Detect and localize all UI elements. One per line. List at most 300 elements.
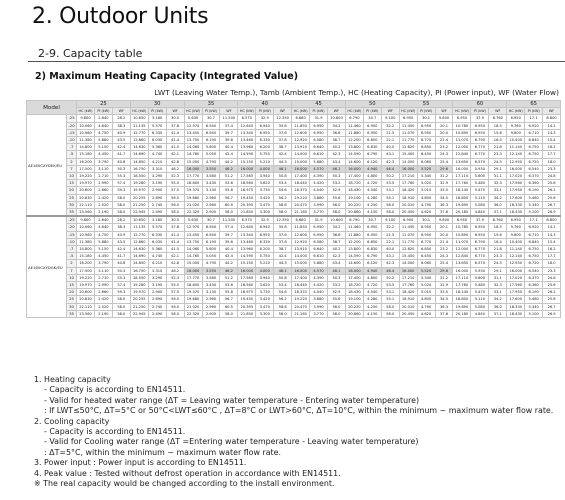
value-cell: 2.420 (94, 296, 112, 303)
value-cell: 5.480 (471, 180, 489, 187)
value-cell: 59.3 (112, 289, 130, 296)
value-cell: 25.6 (543, 282, 561, 289)
sub-header: HC (kW) (132, 109, 147, 114)
value-cell: 19.220 (77, 173, 95, 180)
value-cell: 5.880 (310, 260, 328, 267)
value-cell: 6.950 (310, 231, 328, 238)
value-cell: 52.3 (166, 274, 184, 281)
value-cell: 19.100 (345, 296, 363, 303)
value-cell: 36.0 (489, 303, 507, 310)
value-cell: 44.3 (274, 260, 292, 267)
table-row (27, 274, 561, 281)
value-cell: 15.180 (77, 253, 95, 260)
value-cell: 6.790 (471, 137, 489, 144)
value-cell: 17.7 (543, 151, 561, 158)
tamb-cell: 15 (67, 180, 77, 187)
value-cell: 55.8 (220, 289, 238, 296)
value-cell: 16.4 (489, 238, 507, 245)
tamb-cell: -25 (68, 115, 75, 121)
value-cell: 16.2 (543, 246, 561, 253)
value-cell: 53.6 (220, 180, 238, 187)
value-cell: 26.7 (543, 303, 561, 310)
value-cell: 40.8 (112, 260, 130, 267)
value-cell: 31.1 (489, 274, 507, 281)
value-cell: 14.3 (543, 231, 561, 238)
value-cell: 16.000 (345, 267, 363, 274)
value-cell: 42.3 (381, 158, 399, 165)
value-cell: 20.255 (130, 194, 148, 201)
value-cell: 17.760 (399, 180, 417, 187)
value-cell: 10.890 (453, 129, 471, 136)
value-cell: 24.5 (489, 260, 507, 267)
table-row (27, 194, 561, 201)
value-cell: 15.4 (543, 238, 561, 245)
value-cell: 12.640 (238, 224, 256, 231)
value-cell: 4.390 (310, 173, 328, 180)
value-cell: 6.950 (256, 231, 274, 238)
value-cell: 4.840 (471, 310, 489, 317)
value-cell: 40.4 (220, 144, 238, 151)
value-cell: 29.1 (489, 267, 507, 274)
value-cell: 3.730 (256, 187, 274, 194)
value-cell: 16.750 (130, 165, 148, 172)
value-cell: 58.0 (166, 209, 184, 217)
value-cell: 3.110 (94, 165, 112, 172)
table-row (27, 209, 561, 217)
value-cell: 20.0 (435, 129, 453, 136)
value-cell: 20.860 (345, 209, 363, 217)
value-cell: 33.5 (435, 289, 453, 296)
value-cell: 44.2 (220, 260, 238, 267)
value-cell: 14.3 (543, 129, 561, 136)
value-cell: 13.460 (238, 137, 256, 144)
value-cell: 18.420 (399, 289, 417, 296)
value-cell: 52.9 (327, 289, 345, 296)
value-cell: 6.770 (471, 246, 489, 253)
value-cell: 19.680 (184, 296, 202, 303)
value-cell: 3.730 (256, 289, 274, 296)
value-cell: 16.200 (77, 158, 95, 165)
value-cell: 18.0 (543, 158, 561, 165)
value-cell: 5.880 (310, 158, 328, 165)
lwt-header-60: 60 (453, 101, 507, 108)
sub-header: PI (kW) (417, 108, 435, 115)
value-cell: 3.550 (202, 267, 220, 274)
value-cell: 21.020 (184, 201, 202, 208)
value-cell: 8.800 (543, 216, 561, 224)
value-cell: 17.400 (345, 173, 363, 180)
value-cell: 11.135 (130, 122, 148, 129)
value-cell: 5.480 (471, 282, 489, 289)
value-cell: 9.800 (77, 115, 95, 122)
value-cell: 6.940 (202, 129, 220, 136)
value-cell: 6.940 (256, 224, 274, 231)
sub-header: HC (kW) (454, 109, 469, 114)
value-cell: 17.210 (399, 173, 417, 180)
value-cell: 11.770 (399, 137, 417, 144)
value-cell: 17.110 (453, 274, 471, 281)
value-cell: 6.330 (256, 137, 274, 144)
value-cell: 10.780 (453, 224, 471, 231)
value-cell: 9.800 (507, 129, 525, 136)
value-cell: 37.1 (489, 209, 507, 217)
value-cell: 19.220 (292, 194, 310, 201)
value-cell: 30.1 (417, 115, 435, 122)
value-cell: 42.4 (274, 253, 292, 260)
value-cell: 13.800 (345, 144, 363, 151)
value-cell: 14.600 (345, 158, 363, 165)
value-cell: 11.140 (507, 246, 525, 253)
table-row (27, 289, 561, 296)
value-cell: 20.010 (399, 201, 417, 208)
value-cell: 15.400 (399, 151, 417, 158)
value-cell: 9.760 (507, 224, 525, 231)
value-cell: 37.8 (166, 122, 184, 129)
tamb-cell: 30 (67, 303, 77, 310)
value-cell: 43.5 (112, 238, 130, 245)
tamb-cell: -15 (68, 129, 75, 135)
value-cell: 3.420 (256, 194, 274, 201)
value-cell: 5.210 (256, 158, 274, 165)
value-cell: 6.570 (238, 216, 256, 224)
value-cell: 2.490 (148, 310, 166, 317)
value-cell: 2.900 (202, 209, 220, 217)
value-cell: 5.150 (94, 144, 112, 151)
value-cell: 41.7 (112, 253, 130, 260)
value-cell: 44.2 (220, 158, 238, 165)
value-cell: 3.110 (94, 267, 112, 274)
value-cell: 6.720 (525, 158, 543, 165)
subsection-title: 2-9. Capacity table (38, 47, 143, 60)
value-cell: 5.360 (148, 246, 166, 253)
value-cell: 5.570 (148, 122, 166, 129)
value-cell: 4.390 (310, 274, 328, 281)
value-cell: 2.490 (148, 209, 166, 217)
value-cell: 4.940 (363, 267, 381, 274)
value-cell: 41.4 (166, 238, 184, 245)
value-cell: 42.3 (327, 253, 345, 260)
value-cell: 10.600 (327, 115, 345, 122)
value-cell: 23.560 (77, 310, 95, 317)
value-cell: 11.500 (220, 216, 238, 224)
value-cell: 4.800 (363, 173, 381, 180)
lwt-header-50: 50 (345, 101, 399, 108)
value-cell: 30.7 (363, 115, 381, 122)
value-cell: 15.180 (77, 151, 95, 158)
value-cell: 18.600 (184, 282, 202, 289)
value-cell: 6.060 (417, 158, 435, 165)
value-cell: 12.350 (274, 115, 292, 122)
table-row (27, 296, 561, 303)
value-cell: 17.1 (525, 216, 543, 224)
value-cell: 56.0 (166, 201, 184, 208)
value-cell: 10.980 (77, 129, 95, 136)
value-cell: 58.0 (112, 194, 130, 201)
value-cell: 6.950 (363, 224, 381, 231)
value-cell: 18.910 (399, 296, 417, 303)
model-name: AE160CXYDEK/EU (27, 115, 67, 216)
value-cell: 6.950 (507, 216, 525, 224)
value-cell: 11.460 (345, 224, 363, 231)
value-cell: 6.580 (310, 238, 328, 245)
sub-header: PI (kW) (202, 108, 220, 115)
value-cell: 56.0 (327, 201, 345, 208)
value-cell: 13.340 (238, 231, 256, 238)
note-line: ※ The real capacity would be changed according to the install environment. (34, 479, 335, 489)
value-cell: 2.960 (202, 303, 220, 310)
value-cell: 6.580 (310, 137, 328, 144)
value-cell: 58.6 (274, 303, 292, 310)
value-cell: 6.710 (525, 129, 543, 136)
note-line: - Valid for heated water range (ΔT = Leaving water temperature - Entering water temperature) (44, 395, 420, 405)
value-cell: 14.000 (399, 260, 417, 267)
value-cell: 6.370 (525, 274, 543, 281)
value-cell: 58.0 (220, 209, 238, 217)
value-cell: 20.220 (345, 303, 363, 310)
value-cell: 41.4 (166, 129, 184, 136)
abbreviation-legend: LWT (Leaving Water Temp.), Tamb (Ambient Temp.), HC (Heating Capacity), PI (Power input), WF (Water Flow) (154, 88, 559, 97)
value-cell: 4.740 (148, 253, 166, 260)
value-cell: 4.280 (363, 194, 381, 201)
value-cell: 14.2 (543, 122, 561, 129)
value-cell: 25.6 (543, 180, 561, 187)
value-cell: 6.750 (525, 151, 543, 158)
value-cell: 6.720 (525, 260, 543, 267)
value-cell: 26.2 (543, 187, 561, 194)
value-cell: 18.910 (399, 194, 417, 201)
value-cell: 13.910 (292, 144, 310, 151)
value-cell: 5.630 (184, 216, 202, 224)
value-cell: 5.100 (525, 209, 543, 217)
value-cell: 23.3 (543, 267, 561, 274)
value-cell: 54.6 (274, 187, 292, 194)
value-cell: 5.100 (525, 310, 543, 317)
value-cell: 2.900 (148, 289, 166, 296)
value-cell: 31.2 (435, 173, 453, 180)
value-cell: 18.430 (507, 310, 525, 317)
value-cell: 58.0 (112, 209, 130, 217)
value-cell: 42.4 (220, 151, 238, 158)
value-cell: 9.800 (435, 216, 453, 224)
value-cell: 6.950 (417, 224, 435, 231)
value-cell: 4.540 (363, 187, 381, 194)
value-cell: 12.140 (507, 151, 525, 158)
value-cell: 18.430 (507, 209, 525, 217)
sub-header: PI (kW) (471, 108, 489, 115)
value-cell: 30.5 (166, 216, 184, 224)
value-cell: 6.950 (471, 224, 489, 231)
value-cell: 10.600 (327, 216, 345, 224)
value-cell: 16.000 (399, 267, 417, 274)
value-cell: 37.4 (220, 224, 238, 231)
value-cell: 5.750 (256, 253, 274, 260)
value-cell: 18.140 (453, 187, 471, 194)
tamb-cell: 10 (67, 274, 77, 281)
value-cell: 5.600 (202, 144, 220, 151)
value-cell: 42.4 (112, 144, 130, 151)
value-cell: 4.150 (363, 310, 381, 317)
value-cell: 3.880 (310, 194, 328, 201)
value-cell: 17.600 (507, 194, 525, 201)
value-cell: 17.760 (399, 282, 417, 289)
value-cell: 15.6 (489, 231, 507, 238)
value-cell: 2.690 (148, 194, 166, 201)
value-cell: 58.0 (274, 209, 292, 217)
value-cell: 6.680 (292, 115, 310, 122)
value-cell: 15.150 (238, 158, 256, 165)
value-cell: 4.000 (256, 165, 274, 172)
value-cell: 18.800 (453, 296, 471, 303)
value-cell: 16.000 (238, 267, 256, 274)
value-cell: 4.620 (417, 209, 435, 217)
value-cell: 18.550 (130, 173, 148, 180)
value-cell: 46.1 (274, 165, 292, 172)
value-cell: 34.5 (435, 296, 453, 303)
value-cell: 6.850 (363, 238, 381, 245)
value-cell: 6.950 (363, 129, 381, 136)
value-cell: 5.080 (471, 201, 489, 208)
value-cell: 4.280 (363, 296, 381, 303)
value-cell: 19.450 (238, 296, 256, 303)
value-cell: 60.5 (220, 201, 238, 208)
value-cell: 4.790 (417, 303, 435, 310)
tamb-cell: -7 (67, 144, 77, 151)
value-cell: 24.3 (435, 253, 453, 260)
value-cell: 4.720 (363, 180, 381, 187)
value-cell: 6.750 (525, 246, 543, 253)
table-row (27, 187, 561, 194)
tamb-cell: 7 (67, 267, 77, 274)
value-cell: 42.4 (112, 246, 130, 253)
value-cell: 6.940 (256, 122, 274, 129)
value-cell: 14.000 (399, 158, 417, 165)
value-cell: 3.190 (148, 282, 166, 289)
value-cell: 4.640 (94, 122, 112, 129)
value-cell: 6.610 (310, 151, 328, 158)
value-cell: 6.830 (363, 246, 381, 253)
value-cell: 18.430 (345, 187, 363, 194)
value-cell: 40.9 (112, 129, 130, 136)
value-cell: 30.7 (202, 216, 220, 224)
value-cell: 50.8 (274, 173, 292, 180)
table-row (27, 173, 561, 180)
value-cell: 14.850 (130, 158, 148, 165)
value-cell: 11.380 (77, 137, 95, 144)
value-cell: 13.750 (184, 238, 202, 245)
value-cell: 19.970 (77, 180, 95, 187)
value-cell: 20.1 (435, 224, 453, 231)
value-cell: 20.450 (399, 310, 417, 317)
value-cell: 33.5 (435, 187, 453, 194)
sub-header: HC (kW) (239, 109, 254, 114)
value-cell: 20.600 (77, 289, 95, 296)
value-cell: 18.330 (507, 201, 525, 208)
value-cell: 11.070 (453, 137, 471, 144)
note-line: : If LWT≤50°C, ΔT=5°C or 50°C<LWT≤60°C , ΔT=8°C or LWT>60°C, ΔT=10°C, within the minimum ~ maximum water flow rate. (44, 406, 554, 416)
section-heading: 2) Maximum Heating Capacity (Integrated Value) (35, 71, 299, 82)
value-cell: 18.420 (399, 187, 417, 194)
value-cell: 29.6 (435, 267, 453, 274)
footnotes (34, 375, 553, 489)
value-cell: 13.910 (292, 246, 310, 253)
value-cell: 9.800 (77, 216, 95, 224)
value-cell: 6.190 (525, 187, 543, 194)
value-cell: 42.4 (274, 151, 292, 158)
note-line: - Valid for Cooling water range (ΔT =Entering water temperature - Leaving water temperature) (44, 437, 419, 447)
value-cell: 17.950 (507, 187, 525, 194)
value-cell: 6.770 (417, 137, 435, 144)
value-cell: 11.140 (507, 144, 525, 151)
value-cell: 16.000 (507, 267, 525, 274)
value-cell: 2.520 (94, 303, 112, 310)
sub-header: WF (112, 108, 130, 115)
value-cell: 33.1 (489, 187, 507, 194)
value-cell: 19.220 (292, 296, 310, 303)
value-cell: 19.970 (77, 282, 95, 289)
value-cell: 14.590 (238, 253, 256, 260)
value-cell: 11.070 (399, 231, 417, 238)
value-cell: 13.960 (238, 246, 256, 253)
value-cell: 6.940 (202, 122, 220, 129)
value-cell: 57.5 (166, 187, 184, 194)
value-cell: 39.7 (220, 129, 238, 136)
value-cell: 12.860 (130, 137, 148, 144)
value-cell: 6.610 (310, 253, 328, 260)
value-cell: 2.190 (94, 310, 112, 317)
value-cell: 4.250 (363, 201, 381, 208)
note-line: 3. Power input : Power input is according to EN14511. (34, 458, 247, 468)
value-cell: 6.950 (417, 231, 435, 238)
sub-header: WF (166, 108, 184, 115)
value-cell: 4.250 (363, 303, 381, 310)
lwt-header-40: 40 (238, 101, 292, 108)
value-cell: 56.2 (274, 296, 292, 303)
sub-header: HC (kW) (293, 109, 308, 114)
value-cell: 6.450 (417, 253, 435, 260)
value-cell: 5.050 (202, 151, 220, 158)
value-cell: 21.4 (435, 137, 453, 144)
value-cell: 11.450 (399, 122, 417, 129)
value-cell: 52.9 (327, 187, 345, 194)
value-cell: 53.2 (327, 180, 345, 187)
value-cell: 17.760 (453, 282, 471, 289)
table-row (27, 216, 561, 224)
value-cell: 24.8 (543, 274, 561, 281)
sub-header: PI (kW) (94, 108, 112, 115)
value-cell: 6.940 (202, 224, 220, 231)
value-cell: 17.020 (507, 173, 525, 180)
value-cell: 50.2 (381, 274, 399, 281)
value-cell: 26.9 (543, 209, 561, 217)
value-cell: 2.960 (202, 296, 220, 303)
value-cell: 6.950 (399, 115, 417, 122)
value-cell: 20.395 (238, 303, 256, 310)
capacity-table-container (26, 100, 560, 318)
value-cell: 4.720 (363, 282, 381, 289)
value-cell: 6.950 (399, 216, 417, 224)
value-cell: 17.950 (507, 289, 525, 296)
value-cell: 17.500 (77, 267, 95, 274)
value-cell: 3.940 (256, 173, 274, 180)
value-cell: 20.830 (77, 194, 95, 201)
value-cell: 4.940 (363, 165, 381, 172)
value-cell: 53.4 (274, 180, 292, 187)
value-cell: 30.7 (363, 216, 381, 224)
tamb-cell: 25 (67, 296, 77, 303)
value-cell: 17.400 (345, 274, 363, 281)
value-cell: 6.950 (507, 115, 525, 122)
value-cell: 3.290 (148, 173, 166, 180)
